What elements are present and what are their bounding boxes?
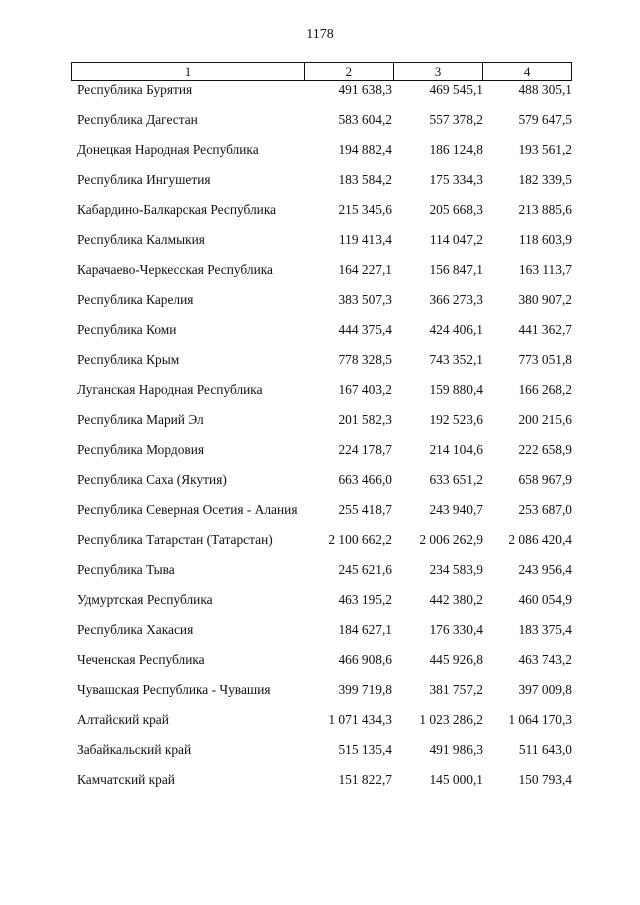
value-col-4: 222 658,9 [518, 442, 572, 457]
header-col-1: 1 [184, 64, 192, 79]
value-col-4: 441 362,7 [518, 322, 572, 337]
value-col-2: 119 413,4 [338, 232, 392, 247]
value-col-3: 156 847,1 [429, 262, 483, 277]
table-row [71, 741, 576, 759]
table-row [71, 771, 576, 789]
region-name: Забайкальский край [77, 742, 192, 757]
value-col-2: 463 195,2 [338, 592, 392, 607]
value-col-4: 150 793,4 [518, 772, 572, 787]
table-row [71, 381, 576, 399]
region-name: Республика Крым [77, 352, 180, 367]
region-name: Республика Хакасия [77, 622, 194, 637]
value-col-3: 743 352,1 [429, 352, 483, 367]
value-col-3: 424 406,1 [429, 322, 483, 337]
value-col-4: 380 907,2 [518, 292, 572, 307]
table-row [71, 171, 576, 189]
value-col-4: 1 064 170,3 [508, 712, 572, 727]
value-col-3: 445 926,8 [429, 652, 483, 667]
region-name: Луганская Народная Республика [77, 382, 263, 397]
value-col-3: 442 380,2 [429, 592, 483, 607]
value-col-2: 383 507,3 [338, 292, 392, 307]
region-name: Республика Коми [77, 322, 177, 337]
value-col-3: 205 668,3 [429, 202, 483, 217]
value-col-2: 491 638,3 [338, 82, 392, 97]
value-col-2: 583 604,2 [338, 112, 392, 127]
value-col-2: 466 908,6 [338, 652, 392, 667]
region-name: Республика Саха (Якутия) [77, 472, 227, 487]
table-row [71, 141, 576, 159]
value-col-4: 243 956,4 [518, 562, 572, 577]
value-col-4: 579 647,5 [518, 112, 572, 127]
value-col-3: 633 651,2 [429, 472, 483, 487]
region-name: Республика Ингушетия [77, 172, 211, 187]
table-row [71, 261, 576, 279]
value-col-2: 183 584,2 [338, 172, 392, 187]
value-col-3: 469 545,1 [429, 82, 483, 97]
region-name: Алтайский край [77, 712, 169, 727]
table-row [71, 411, 576, 429]
value-col-4: 213 885,6 [518, 202, 572, 217]
value-col-2: 194 882,4 [338, 142, 392, 157]
value-col-3: 243 940,7 [429, 502, 483, 517]
region-name: Карачаево-Черкесская Республика [77, 262, 273, 277]
table-row [71, 621, 576, 639]
value-col-4: 200 215,6 [518, 412, 572, 427]
header-row [71, 62, 572, 81]
value-col-2: 255 418,7 [338, 502, 392, 517]
table-row [71, 711, 576, 729]
table-row [71, 321, 576, 339]
value-col-4: 118 603,9 [518, 232, 572, 247]
value-col-3: 114 047,2 [429, 232, 483, 247]
table-row [71, 201, 576, 219]
value-col-3: 186 124,8 [429, 142, 483, 157]
value-col-2: 245 621,6 [338, 562, 392, 577]
table-header [71, 62, 572, 81]
value-col-2: 778 328,5 [338, 352, 392, 367]
region-name: Чеченская Республика [77, 652, 205, 667]
value-col-4: 163 113,7 [518, 262, 572, 277]
value-col-3: 491 986,3 [429, 742, 483, 757]
table-row [71, 351, 576, 369]
table-row [71, 111, 576, 129]
header-col-3: 3 [393, 63, 483, 80]
region-name: Республика Карелия [77, 292, 194, 307]
value-col-2: 164 227,1 [338, 262, 392, 277]
region-name: Республика Бурятия [77, 82, 193, 97]
value-col-4: 397 009,8 [518, 682, 572, 697]
region-name: Камчатский край [77, 772, 175, 787]
value-col-4: 2 086 420,4 [508, 532, 572, 547]
value-col-4: 193 561,2 [518, 142, 572, 157]
value-col-4: 253 687,0 [518, 502, 572, 517]
value-col-2: 399 719,8 [338, 682, 392, 697]
table-row [71, 561, 576, 579]
value-col-3: 192 523,6 [429, 412, 483, 427]
table-row [71, 681, 576, 699]
value-col-4: 511 643,0 [518, 742, 572, 757]
value-col-2: 1 071 434,3 [328, 712, 392, 727]
header-col-4: 4 [482, 63, 571, 80]
value-col-4: 460 054,9 [518, 592, 572, 607]
value-col-2: 184 627,1 [338, 622, 392, 637]
value-col-2: 224 178,7 [338, 442, 392, 457]
value-col-3: 214 104,6 [429, 442, 483, 457]
region-name: Удмуртская Республика [77, 592, 213, 607]
page-number: 1178 [306, 27, 334, 42]
value-col-3: 381 757,2 [429, 682, 483, 697]
region-name: Чувашская Республика - Чувашия [77, 682, 271, 697]
value-col-3: 557 378,2 [429, 112, 483, 127]
value-col-2: 167 403,2 [338, 382, 392, 397]
value-col-3: 175 334,3 [429, 172, 483, 187]
value-col-4: 773 051,8 [518, 352, 572, 367]
table-row [71, 471, 576, 489]
value-col-4: 463 743,2 [518, 652, 572, 667]
table-row [71, 501, 576, 519]
value-col-2: 2 100 662,2 [328, 532, 392, 547]
value-col-2: 201 582,3 [338, 412, 392, 427]
value-col-4: 183 375,4 [518, 622, 572, 637]
table-row [71, 291, 576, 309]
value-col-4: 166 268,2 [518, 382, 572, 397]
table-body [71, 81, 576, 801]
value-col-3: 1 023 286,2 [419, 712, 483, 727]
value-col-2: 215 345,6 [338, 202, 392, 217]
value-col-4: 182 339,5 [518, 172, 572, 187]
region-name: Республика Северная Осетия - Алания [77, 502, 298, 517]
value-col-2: 444 375,4 [338, 322, 392, 337]
value-col-3: 234 583,9 [429, 562, 483, 577]
value-col-4: 658 967,9 [518, 472, 572, 487]
value-col-3: 176 330,4 [429, 622, 483, 637]
value-col-3: 2 006 262,9 [419, 532, 483, 547]
table-row [71, 651, 576, 669]
region-name: Республика Татарстан (Татарстан) [77, 532, 273, 547]
region-name: Донецкая Народная Республика [77, 142, 259, 157]
table-row [71, 81, 576, 99]
table-row [71, 531, 576, 549]
region-name: Кабардино-Балкарская Республика [77, 202, 277, 217]
value-col-3: 159 880,4 [429, 382, 483, 397]
region-name: Республика Дагестан [77, 112, 198, 127]
value-col-3: 366 273,3 [429, 292, 483, 307]
value-col-3: 145 000,1 [429, 772, 483, 787]
table-row [71, 231, 576, 249]
table-row [71, 591, 576, 609]
value-col-2: 151 822,7 [338, 772, 392, 787]
region-name: Республика Калмыкия [77, 232, 205, 247]
region-name: Республика Тыва [77, 562, 175, 577]
region-name: Республика Мордовия [77, 442, 205, 457]
table-row [71, 441, 576, 459]
value-col-2: 663 466,0 [338, 472, 392, 487]
region-name: Республика Марий Эл [77, 412, 204, 427]
value-col-4: 488 305,1 [518, 82, 572, 97]
value-col-2: 515 135,4 [338, 742, 392, 757]
header-col-2: 2 [304, 63, 393, 80]
